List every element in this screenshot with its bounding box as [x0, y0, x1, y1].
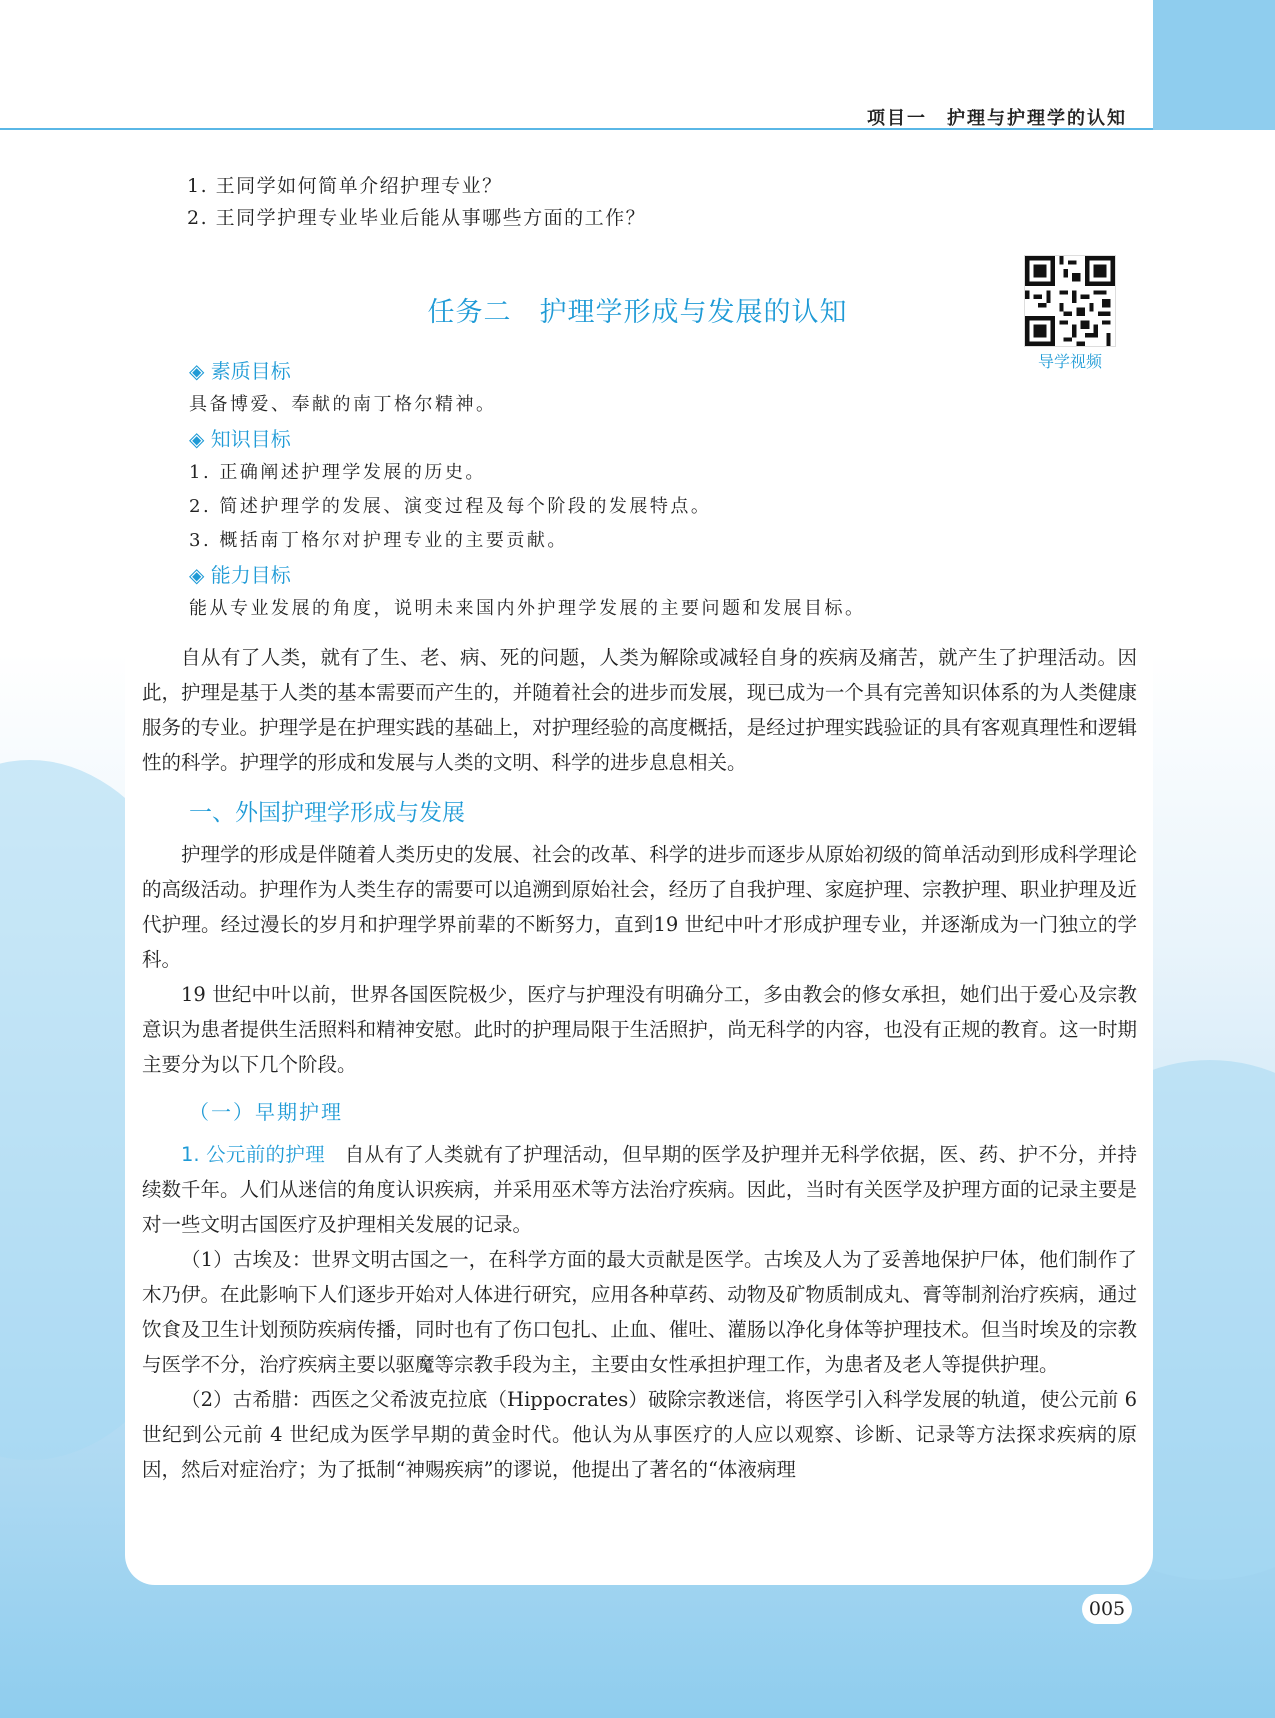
- goals-block: [142, 354, 1137, 1487]
- section-paragraph: 19 世纪中叶以前，世界各国医院极少，医疗与护理没有明确分工，多由教会的修女承担，她们出于爱心及宗教意识为患者提供生活照料和精神安慰。此时的护理局限于生活照护，尚无科学的内容，也没有正规的教育。这一时期主要分为以下几个阶段。: [142, 983, 1137, 1076]
- quality-goal-text: 具备博爱、奉献的南丁格尔精神。: [189, 394, 497, 415]
- qr-label: 导学视频: [1037, 352, 1102, 371]
- greece-paragraph: （2）古希腊：西医之父希波克拉底（Hippocrates）破除宗教迷信，将医学引入科学发展的轨道，使公元前 6 世纪到公元前 4 世纪成为医学早期的黄金时代。他认为从事医疗的人应以观察、诊断、记录等方法探求疾病的原因，然后对症治疗；为了抵制“神赐疾病”的谬说，他提出了著名的“体液病理: [142, 1388, 1137, 1481]
- egypt-paragraph: （1）古埃及：世界文明古国之一，在科学方面的最大贡献是医学。古埃及人为了妥善地保护尸体，他们制作了木乃伊。在此影响下人们逐步开始对人体进行研究，应用各种草药、动物及矿物质制成丸、膏等制剂治疗疾病，通过饮食及卫生计划预防疾病传播，同时也有了伤口包扎、止血、催吐、灌肠以净化身体等护理技术。但当时埃及的宗教与医学不分，治疗疾病主要以驱魔等宗教手段为主，主要由女性承担护理工作，为患者及老人等提供护理。: [142, 1248, 1137, 1376]
- question-2: 2. 王同学护理专业毕业后能从事哪些方面的工作？: [187, 207, 647, 229]
- subsection-heading: （一）早期护理: [189, 1100, 343, 1124]
- running-header: 项目一 护理与护理学的认知: [867, 108, 1127, 129]
- knowledge-goal-item: 1. 正确阐述护理学发展的历史。: [189, 462, 486, 483]
- ability-goal-text: 能从专业发展的角度，说明未来国内外护理学发展的主要问题和发展目标。: [189, 598, 866, 619]
- section-paragraph: 护理学的形成是伴随着人类历史的发展、社会的改革、科学的进步而逐步从原始初级的简单活动到形成科学理论的高级活动。护理作为人类生存的需要可以追溯到原始社会，经历了自我护理、家庭护理、宗教护理、职业护理及近代护理。经过漫长的岁月和护理学界前辈的不断努力，直到19 世纪中叶才形成护理专业，并逐渐成为一门独立的学科。: [142, 843, 1137, 971]
- intro-paragraph: 自从有了人类，就有了生、老、病、死的问题，人类为解除或减轻自身的疾病及痛苦，就产生了护理活动。因此，护理是基于人类的基本需要而产生的，并随着社会的进步而发展，现已成为一个具有完善知识体系的为人类健康服务的专业。护理学是在护理实践的基础上，对护理经验的高度概括，是经过护理实践验证的具有客观真理性和逻辑性的科学。护理学的形成和发展与人类的文明、科学的进步息息相关。: [142, 646, 1137, 774]
- page-content: [142, 170, 1137, 234]
- header-accent-bar: [1153, 0, 1275, 130]
- subsection-paragraph: [142, 1137, 1137, 1242]
- quality-goal-heading: ◈ 素质目标: [189, 359, 291, 383]
- ability-goal-heading: ◈ 能力目标: [189, 563, 291, 587]
- page-number: 005: [1082, 1594, 1132, 1624]
- knowledge-goal-item: 2. 简述护理学的发展、演变过程及每个阶段的发展特点。: [189, 496, 712, 517]
- knowledge-goal-item: 3. 概括南丁格尔对护理专业的主要贡献。: [189, 530, 568, 551]
- paragraph-text: 自从有了人类就有了护理活动，但早期的医学及护理并无科学依据，医、药、护不分，并持续数千年。人们从迷信的角度认识疾病，并采用巫术等方法治疗疾病。因此，当时有关医学及护理方面的记录主要是对一些文明古国医疗及护理相关发展的记录。: [142, 1143, 1137, 1236]
- qr-code-icon[interactable]: [1024, 255, 1116, 347]
- question-1: 1. 王同学如何简单介绍护理专业？: [187, 175, 503, 197]
- section-heading: 一、外国护理学形成与发展: [189, 800, 465, 826]
- task-title: 任务二 护理学形成与发展的认知: [427, 297, 848, 328]
- inline-heading: 1. 公元前的护理: [181, 1143, 325, 1166]
- knowledge-goal-heading: ◈ 知识目标: [189, 427, 291, 451]
